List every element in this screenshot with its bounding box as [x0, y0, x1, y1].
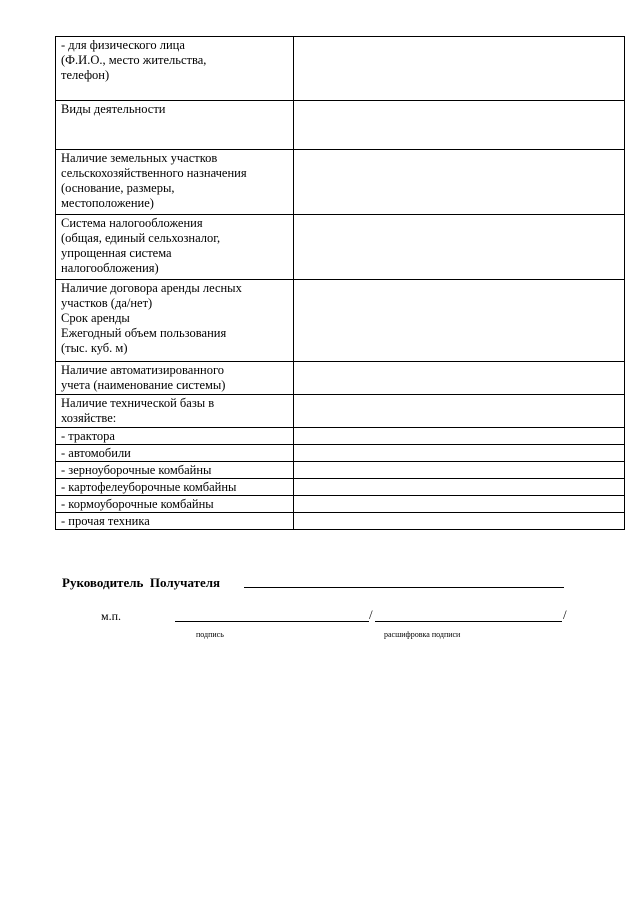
row-value-cell[interactable]	[294, 150, 625, 215]
table-row	[56, 428, 625, 445]
table-row	[56, 479, 625, 496]
signature-decoding-caption: расшифровка подписи	[384, 630, 461, 639]
row-label-line: (общая, единый сельхозналог,	[61, 231, 221, 245]
table-row	[56, 462, 625, 479]
row-label-cell	[56, 496, 294, 513]
row-value-cell[interactable]	[294, 362, 625, 395]
row-label-line: Наличие земельных участков	[61, 151, 218, 165]
table-row	[56, 513, 625, 530]
row-label-line: Срок аренды	[61, 311, 130, 325]
row-label-cell	[56, 395, 294, 428]
table-row	[56, 395, 625, 428]
row-label-cell	[56, 101, 294, 150]
row-label-line: - автомобили	[61, 446, 131, 460]
row-label-cell	[56, 462, 294, 479]
row-label-line: Наличие технической базы в	[61, 396, 215, 410]
row-label-line: - зерноуборочные комбайны	[61, 463, 212, 477]
slash-separator-end: /	[563, 607, 567, 622]
row-label-line: Ежегодный объем пользования	[61, 326, 227, 340]
head-of-recipient-label: Руководитель Получателя	[62, 575, 221, 590]
row-value-cell[interactable]	[294, 280, 625, 362]
row-label-line: сельскохозяйственного назначения	[61, 166, 247, 180]
row-label-line: телефон)	[61, 68, 110, 82]
row-label-cell	[56, 215, 294, 280]
row-label-line: участков (да/нет)	[61, 296, 153, 310]
row-label-line: - прочая техника	[61, 514, 150, 528]
table-row	[56, 37, 625, 101]
row-value-cell[interactable]	[294, 496, 625, 513]
row-value-cell[interactable]	[294, 479, 625, 496]
row-label-line: Наличие договора аренды лесных	[61, 281, 242, 295]
row-value-cell[interactable]	[294, 215, 625, 280]
row-value-cell[interactable]	[294, 513, 625, 530]
table-row	[56, 215, 625, 280]
head-name-line[interactable]	[244, 587, 564, 588]
row-label-line: - трактора	[61, 429, 115, 443]
row-label-line: - для физического лица	[61, 38, 185, 52]
row-label-line: местоположение)	[61, 196, 154, 210]
table-body	[56, 37, 625, 530]
row-value-cell[interactable]	[294, 462, 625, 479]
table-row	[56, 445, 625, 462]
row-label-cell	[56, 445, 294, 462]
table-row	[56, 280, 625, 362]
row-label-cell	[56, 513, 294, 530]
row-label-line: (основание, размеры,	[61, 181, 175, 195]
row-label-cell	[56, 479, 294, 496]
slash-separator: /	[369, 607, 373, 622]
row-label-line: - кормоуборочные комбайны	[61, 497, 214, 511]
row-label-line: налогообложения)	[61, 261, 159, 275]
row-label-line: Наличие автоматизированного	[61, 363, 225, 377]
table-row	[56, 150, 625, 215]
row-label-line: учета (наименование системы)	[61, 378, 226, 392]
row-label-line: Виды деятельности	[61, 102, 166, 116]
table-row	[56, 101, 625, 150]
stamp-place-label: м.п.	[101, 609, 122, 623]
row-label-cell	[56, 150, 294, 215]
row-label-line: - картофелеуборочные комбайны	[61, 480, 237, 494]
row-label-line: (тыс. куб. м)	[61, 341, 128, 355]
row-label-cell	[56, 37, 294, 101]
row-label-line: упрощенная система	[61, 246, 172, 260]
row-label-cell	[56, 362, 294, 395]
row-value-cell[interactable]	[294, 37, 625, 101]
signature-line[interactable]	[175, 621, 369, 622]
table-row	[56, 362, 625, 395]
row-value-cell[interactable]	[294, 428, 625, 445]
table-row	[56, 496, 625, 513]
signature-decoding-line[interactable]	[375, 621, 562, 622]
row-value-cell[interactable]	[294, 395, 625, 428]
row-label-cell	[56, 280, 294, 362]
row-label-line: хозяйстве:	[61, 411, 117, 425]
row-label-cell	[56, 428, 294, 445]
signature-caption: подпись	[196, 630, 224, 639]
row-value-cell[interactable]	[294, 445, 625, 462]
row-value-cell[interactable]	[294, 101, 625, 150]
applicant-info-table	[55, 36, 625, 530]
row-label-line: Система налогообложения	[61, 216, 203, 230]
row-label-line: (Ф.И.О., место жительства,	[61, 53, 207, 67]
